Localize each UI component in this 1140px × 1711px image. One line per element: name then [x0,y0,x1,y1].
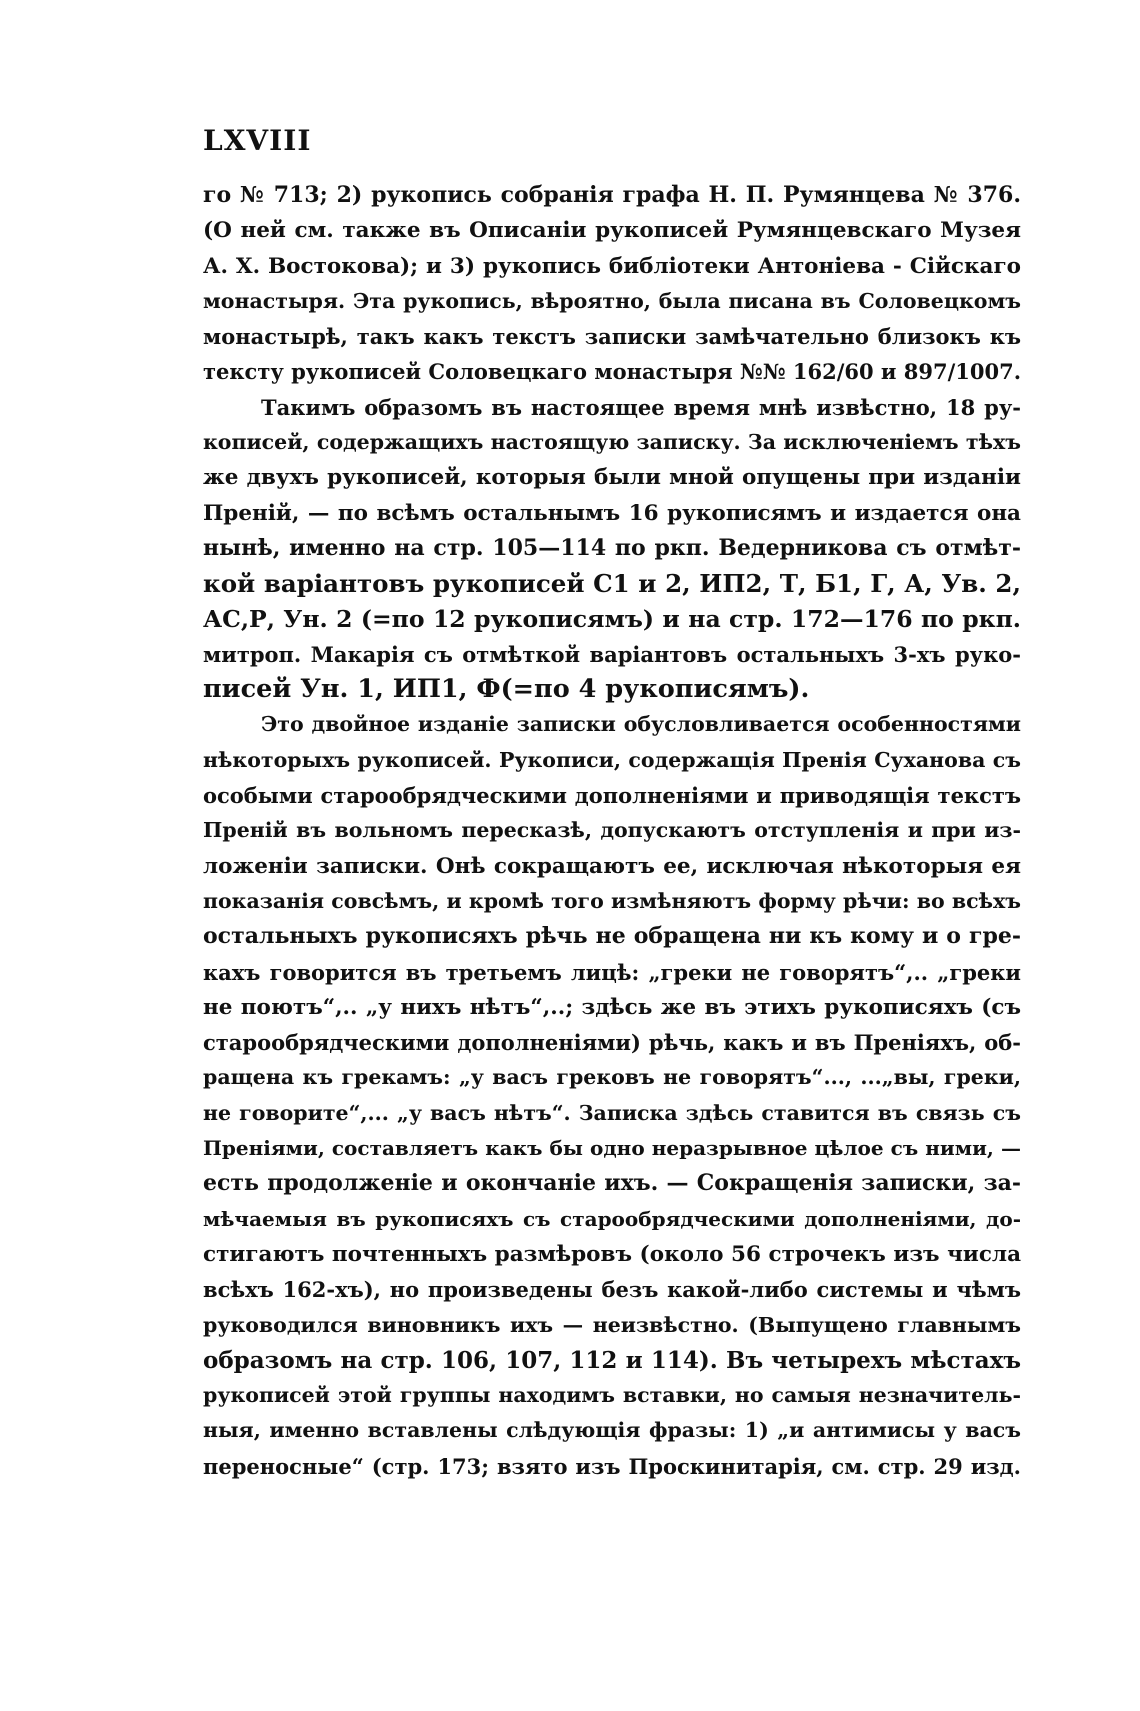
text-line: ныя, именно вставлены слѣдующія фразы: 1) „и антимисы у васъ [203,1418,1021,1443]
text-line: ложеніи записки. Онѣ сокращаютъ ее, исключая нѣкоторыя ея [203,853,1021,879]
body-text [203,178,1021,1484]
text-line: тексту рукописей Соловецкаго монастыря №№ 162/60 и 897/1007. [203,359,1021,385]
page-number: LXVIII [203,124,312,157]
text-line: А. Х. Востокова); и 3) рукопись библіотеки Антоніева - Сійскаго [203,253,1021,279]
text-line: Такимъ образомъ въ настоящее время мнѣ извѣстно, 18 ру- [261,394,1021,420]
text-line: АС,Р, Ун. 2 (=по 12 рукописямъ) и на стр. 172—176 по ркп. [203,604,1021,633]
text-line: стигаютъ почтенныхъ размѣровъ (около 56 строчекъ изъ числа [203,1241,1021,1267]
text-line: всѣхъ 162-хъ), но произведены безъ какой-либо системы и чѣмъ [203,1277,1021,1303]
text-line: кой варіантовъ рукописей С1 и 2, ИП2, Т, Б1, Г, А, Ув. 2, [203,569,1021,599]
text-line: Преній въ вольномъ пересказѣ, допускаютъ отступленія и при из- [203,818,1021,843]
text-line: же двухъ рукописей, которыя были мной опущены при изданіи [203,465,1021,491]
text-line: руководился виновникъ ихъ — неизвѣстно. (Выпущено главнымъ [203,1312,1021,1337]
text-line: остальныхъ рукописяхъ рѣчь не обращена ни къ кому и о гре- [203,923,1021,950]
text-line: не говорите“,... „у васъ нѣтъ“. Записка здѣсь ставится въ связь съ [203,1100,1021,1125]
text-line: Преній, — по всѣмъ остальнымъ 16 рукописямъ и издается она [203,500,1021,526]
text-line: Это двойное изданіе записки обусловливается особенностями [261,712,1021,737]
text-line: рукописей этой группы находимъ вставки, но самыя незначитель- [203,1383,1021,1408]
text-line: Преніями, составляетъ какъ бы одно неразрывное цѣлое съ ними, — [203,1136,1021,1161]
text-line: переносные“ (стр. 173; взято изъ Проскинитарія, см. стр. 29 изд. [203,1453,1021,1479]
text-line: монастыря. Эта рукопись, вѣроятно, была писана въ Соловецкомъ [203,288,1021,313]
text-line: кописей, содержащихъ настоящую записку. За исключеніемъ тѣхъ [203,430,1021,455]
text-line: писей Ун. 1, ИП1, Ф(=по 4 рукописямъ). [203,674,810,705]
text-line: не поютъ“,.. „у нихъ нѣтъ“,..; здѣсь же въ этихъ рукописяхъ (съ [203,994,1021,1020]
text-line: го № 713; 2) рукопись собранія графа Н. П. Румянцева № 376. [203,182,1021,208]
text-line: кахъ говорится въ третьемъ лицѣ: „греки не говорятъ“,.. „греки [203,959,1021,985]
text-line: митроп. Макарія съ отмѣткой варіантовъ остальныхъ 3-хъ руко- [203,641,1021,667]
text-line: нѣкоторыхъ рукописей. Рукописи, содержащія Пренія Суханова съ [203,747,1021,772]
text-line: мѣчаемыя въ рукописяхъ съ старообрядческими дополненіями, до- [203,1206,1021,1231]
text-line: монастырѣ, такъ какъ текстъ записки замѣчательно близокъ къ [203,324,1021,350]
text-line: показанія совсѣмъ, и кромѣ того измѣняютъ форму рѣчи: во всѣхъ [203,888,1021,913]
text-line: (О ней см. также въ Описаніи рукописей Румянцевскаго Музея [203,218,1021,244]
text-line: есть продолженіе и окончаніе ихъ. — Сокращенія записки, за- [203,1170,1021,1197]
text-line: нынѣ, именно на стр. 105—114 по ркп. Ведерникова съ отмѣт- [203,534,1021,561]
text-line: особыми старообрядческими дополненіями и приводящія текстъ [203,783,1021,809]
text-line: ращена къ грекамъ: „у васъ грековъ не говорятъ“..., ...„вы, греки, [203,1065,1021,1090]
text-line: образомъ на стр. 106, 107, 112 и 114). Въ четырехъ мѣстахъ [203,1346,1021,1374]
text-line: старообрядческими дополненіями) рѣчь, какъ и въ Преніяхъ, об- [203,1030,1021,1056]
